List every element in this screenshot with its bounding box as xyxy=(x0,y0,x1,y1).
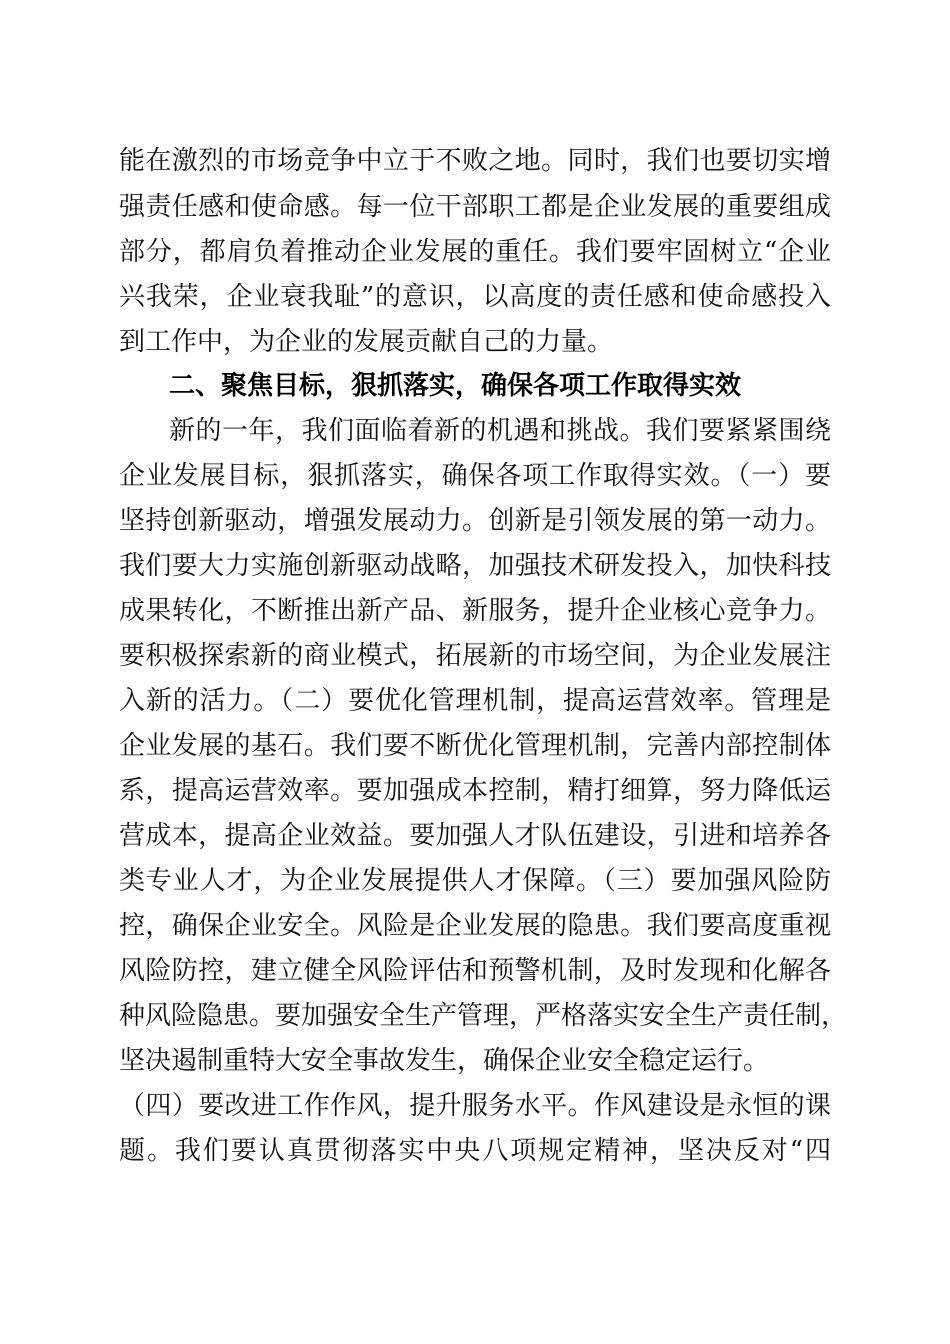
paragraph-line: （四）要改进工作作风，提升服务水平。作风建设是永恒的课 xyxy=(119,1091,831,1121)
paragraph-line: 入新的活力。（二）要优化管理机制，提高运营效率。管理是 xyxy=(119,686,831,716)
paragraph-line: 企业发展目标，狠抓落实，确保各项工作取得实效。（一）要 xyxy=(119,461,831,491)
paragraph-line: 风险防控，建立健全风险评估和预警机制，及时发现和化解各 xyxy=(119,956,831,986)
paragraph-line: 题。我们要认真贯彻落实中央八项规定精神，坚决反对“四 xyxy=(119,1136,831,1166)
paragraph-line: 控，确保企业安全。风险是企业发展的隐患。我们要高度重视 xyxy=(119,911,831,941)
paragraph-line: 到工作中，为企业的发展贡献自己的力量。 xyxy=(119,327,614,357)
paragraph-line: 能在激烈的市场竞争中立于不败之地。同时，我们也要切实增 xyxy=(119,146,831,176)
paragraph-line: 系，提高运营效率。要加强成本控制，精打细算，努力降低运 xyxy=(119,776,831,806)
paragraph-line: 要积极探索新的商业模式，拓展新的市场空间，为企业发展注 xyxy=(119,641,831,671)
paragraph-line: 坚决遏制重特大安全事故发生，确保企业安全稳定运行。 xyxy=(119,1046,770,1076)
section-heading: 二、聚焦目标，狠抓落实，确保各项工作取得实效 xyxy=(169,371,742,401)
paragraph-line: 兴我荣，企业衰我耻”的意识，以高度的责任感和使命感投入 xyxy=(119,282,831,312)
paragraph-line: 我们要大力实施创新驱动战略，加强技术研发投入，加快科技 xyxy=(119,551,831,581)
paragraph-line: 企业发展的基石。我们要不断优化管理机制，完善内部控制体 xyxy=(119,731,831,761)
paragraph-line: 部分，都肩负着推动企业发展的重任。我们要牢固树立“企业 xyxy=(119,237,831,267)
paragraph-line: 坚持创新驱动，增强发展动力。创新是引领发展的第一动力。 xyxy=(119,506,831,536)
paragraph-line: 种风险隐患。要加强安全生产管理，严格落实安全生产责任制， xyxy=(119,1001,848,1031)
paragraph-line: 营成本，提高企业效益。要加强人才队伍建设，引进和培养各 xyxy=(119,821,831,851)
paragraph-line: 新的一年，我们面临着新的机遇和挑战。我们要紧紧围绕 xyxy=(169,416,831,446)
paragraph-line: 成果转化，不断推出新产品、新服务，提升企业核心竞争力。 xyxy=(119,596,831,626)
paragraph-line: 强责任感和使命感。每一位干部职工都是企业发展的重要组成 xyxy=(119,192,831,222)
paragraph-line: 类专业人才，为企业发展提供人才保障。（三）要加强风险防 xyxy=(119,866,831,896)
